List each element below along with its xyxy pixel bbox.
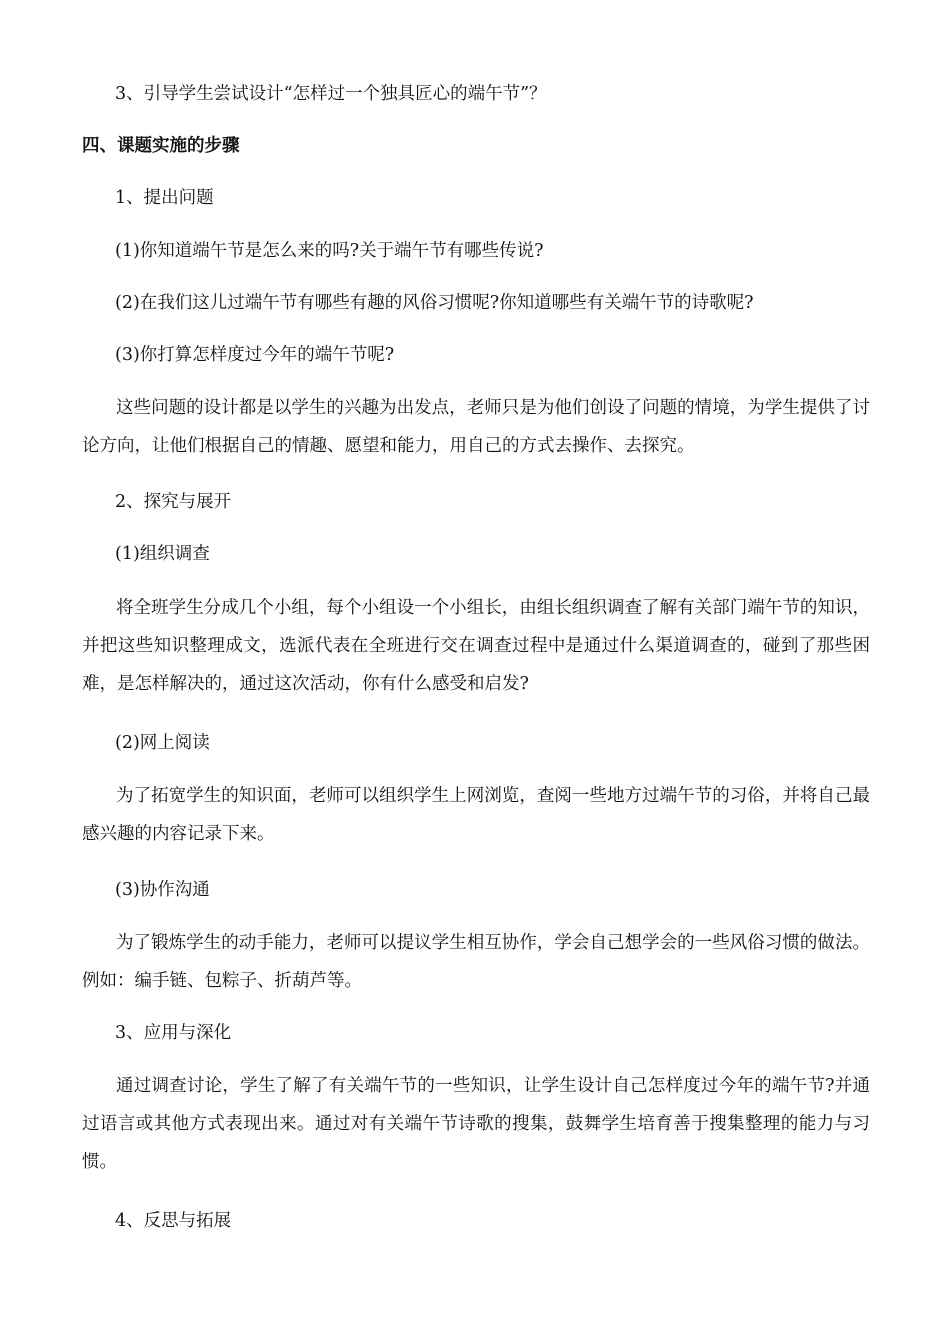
step1-explanation: 这些问题的设计都是以学生的兴趣为出发点，老师只是为他们创设了问题的情境，为学生提供了讨论方向，让他们根据自己的情趣、愿望和能力，用自己的方式去操作、去探究。 bbox=[82, 398, 870, 456]
step4-title: 4、反思与拓展 bbox=[115, 1211, 232, 1231]
step1-question-2: (2)在我们这儿过端午节有哪些有趣的风俗习惯呢?你知道哪些有关端午节的诗歌呢? bbox=[115, 293, 754, 313]
step1-question-3: (3)你打算怎样度过今年的端午节呢? bbox=[115, 345, 395, 365]
step1-title: 1、提出问题 bbox=[115, 188, 214, 208]
step2-sub1-text: 将全班学生分成几个小组，每个小组设一个小组长，由组长组织调查了解有关部门端午节的知识，并把这些知识整理成文，选派代表在全班进行交在调查过程中是通过什么渠道调查的，碰到了那些困难，是怎样解决的，通过这次活动，你有什么感受和启发? bbox=[82, 598, 870, 694]
step3-text: 通过调查讨论，学生了解了有关端午节的一些知识，让学生设计自己怎样度过今年的端午节?并通过语言或其他方式表现出来。通过对有关端午节诗歌的搜集，鼓舞学生培育善于搜集整理的能力与习惯。 bbox=[82, 1076, 870, 1172]
item-3-design: 3、引导学生尝试设计“怎样过一个独具匠心的端午节”？ bbox=[115, 84, 547, 104]
step2-title: 2、探究与展开 bbox=[115, 492, 232, 512]
step2-sub2-title: (2)网上阅读 bbox=[115, 733, 210, 753]
step2-sub1-title: (1)组织调查 bbox=[115, 544, 210, 564]
step2-sub2-text: 为了拓宽学生的知识面，老师可以组织学生上网浏览，查阅一些地方过端午节的习俗，并将自己最感兴趣的内容记录下来。 bbox=[82, 786, 870, 844]
section-heading: 四、课题实施的步骤 bbox=[82, 136, 240, 156]
step2-sub3-title: (3)协作沟通 bbox=[115, 880, 210, 900]
step3-title: 3、应用与深化 bbox=[115, 1023, 232, 1043]
step2-sub3-text: 为了锻炼学生的动手能力，老师可以提议学生相互协作，学会自己想学会的一些风俗习惯的做法。例如：编手链、包粽子、折葫芦等。 bbox=[82, 933, 870, 991]
step1-question-1: (1)你知道端午节是怎么来的吗?关于端午节有哪些传说? bbox=[115, 241, 544, 261]
